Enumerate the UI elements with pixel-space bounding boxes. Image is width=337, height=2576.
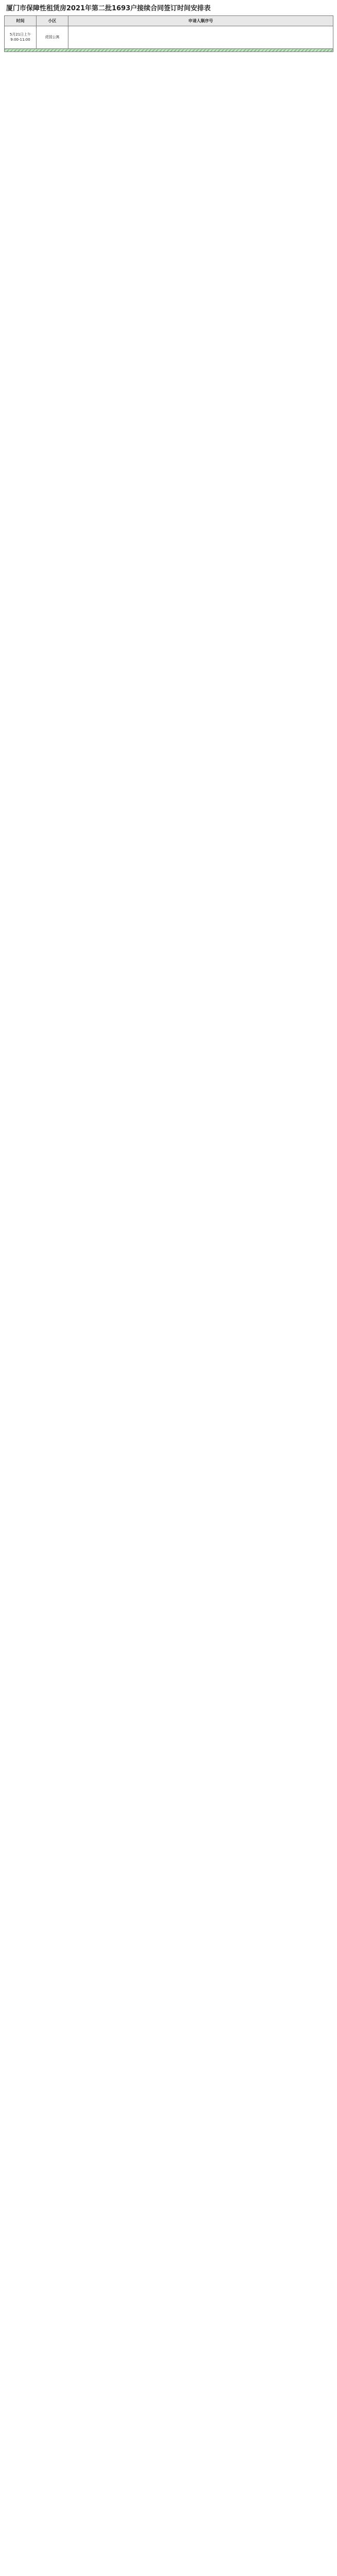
- page: [4, 2, 333, 2576]
- col-header-time: 时间: [5, 16, 37, 26]
- slot-time: 5月21日上午 9:00-11:00: [5, 26, 37, 49]
- slot-community: 虎园公寓: [37, 26, 68, 49]
- separator-bar: [5, 49, 333, 52]
- col-header-numbers: 申请人顺序号: [68, 16, 333, 26]
- schedule-table: [4, 15, 333, 52]
- slot-numbers: [68, 26, 333, 49]
- table-row: [5, 26, 333, 49]
- page-title: 厦门市保障性租赁房2021年第二批1693户接续合同签订时间安排表: [6, 5, 211, 12]
- schedule-body: [5, 26, 333, 52]
- col-header-community: 小区: [37, 16, 68, 26]
- separator-row: [5, 49, 333, 52]
- header-row: [5, 16, 333, 26]
